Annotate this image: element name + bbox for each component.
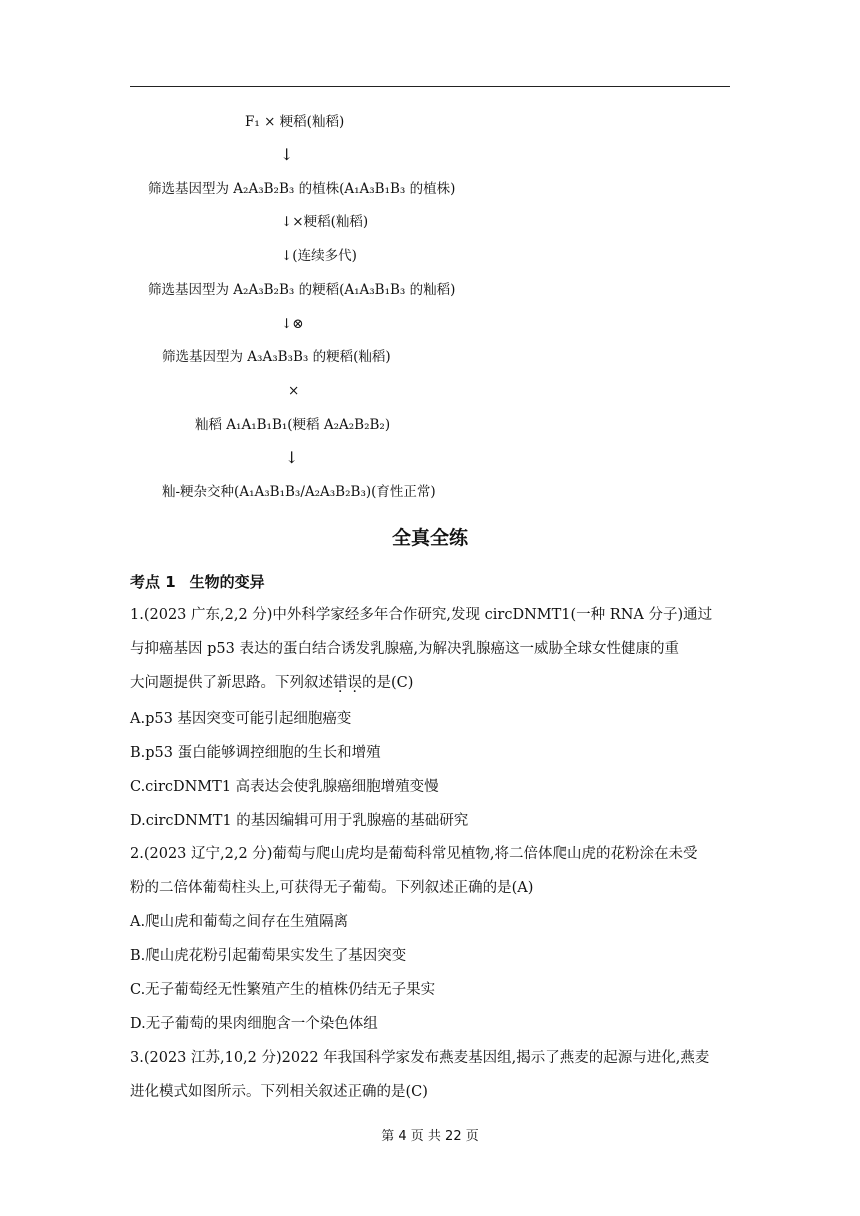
flow-step-select-japonica: 筛选基因型为 A₂A₃B₂B₃ 的粳稻(A₁A₃B₁B₃ 的籼稻) bbox=[148, 282, 456, 298]
option-c: C.circDNMT1 高表达会使乳腺癌细胞增殖变慢 bbox=[130, 779, 439, 795]
option-b: B.p53 蛋白能够调控细胞的生长和增殖 bbox=[130, 745, 381, 761]
topic-number: 考点 1 bbox=[130, 573, 176, 591]
question-stem-line: 粉的二倍体葡萄柱头上,可获得无子葡萄。下列叙述正确的是(A) bbox=[130, 880, 534, 896]
option-a: A.p53 基因突变可能引起细胞癌变 bbox=[130, 711, 352, 727]
question-stem-line bbox=[130, 674, 413, 692]
flow-arrow-down: ↓ bbox=[280, 145, 294, 164]
question-stem-line: 进化模式如图所示。下列相关叙述正确的是(C) bbox=[130, 1084, 428, 1100]
flow-step-hybrid: 籼-粳杂交种(A₁A₃B₁B₃/A₂A₃B₂B₃)(育性正常) bbox=[162, 484, 436, 500]
option-c: C.无子葡萄经无性繁殖产生的植株仍结无子果实 bbox=[130, 982, 436, 998]
topic-heading bbox=[130, 571, 265, 592]
stem-text: 大问题提供了新思路。下列叙述 bbox=[130, 675, 333, 691]
flow-step-f1-cross: F₁ × 粳稻(籼稻) bbox=[245, 114, 345, 130]
flow-step-select-homozygous: 筛选基因型为 A₃A₃B₃B₃ 的粳稻(籼稻) bbox=[162, 349, 391, 365]
stem-text: 的是(C) bbox=[362, 675, 414, 691]
emphasis-char: 错 bbox=[333, 675, 348, 691]
flow-step-select-plants: 筛选基因型为 A₂A₃B₂B₃ 的植株(A₁A₃B₁B₃ 的植株) bbox=[148, 181, 456, 197]
flow-step-backcross: ↓×粳稻(籼稻) bbox=[281, 214, 369, 230]
emphasis-char: 误 bbox=[347, 675, 362, 691]
option-d: D.无子葡萄的果肉细胞含一个染色体组 bbox=[130, 1016, 378, 1032]
topic-title: 生物的变异 bbox=[189, 573, 265, 591]
flow-arrow-down: ↓ bbox=[285, 448, 299, 467]
flow-step-generations: ↓(连续多代) bbox=[281, 248, 357, 264]
flow-step-indica-parent: 籼稻 A₁A₁B₁B₁(粳稻 A₂A₂B₂B₂) bbox=[195, 417, 391, 433]
section-title: 全真全练 bbox=[391, 527, 468, 549]
question-stem-line: 1.(2023 广东,2,2 分)中外科学家经多年合作研究,发现 circDNMT1(一种 RNA 分子)通过 bbox=[130, 607, 713, 623]
option-b: B.爬山虎花粉引起葡萄果实发生了基因突变 bbox=[130, 948, 407, 964]
question-stem-line: 3.(2023 江苏,10,2 分)2022 年我国科学家发布燕麦基因组,揭示了燕麦的起源与进化,燕麦 bbox=[130, 1050, 710, 1066]
flow-cross-symbol: × bbox=[288, 383, 300, 399]
page-number: 第 4 页 共 22 页 bbox=[381, 1129, 479, 1144]
flow-step-selfing: ↓⊗ bbox=[281, 316, 304, 332]
option-a: A.爬山虎和葡萄之间存在生殖隔离 bbox=[130, 914, 349, 930]
question-stem-line: 与抑癌基因 p53 表达的蛋白结合诱发乳腺癌,为解决乳腺癌这一威胁全球女性健康的重 bbox=[130, 641, 680, 657]
option-d: D.circDNMT1 的基因编辑可用于乳腺癌的基础研究 bbox=[130, 813, 469, 829]
header-rule bbox=[130, 86, 730, 87]
question-stem-line: 2.(2023 辽宁,2,2 分)葡萄与爬山虎均是葡萄科常见植物,将二倍体爬山虎的花粉涂在未受 bbox=[130, 846, 698, 862]
